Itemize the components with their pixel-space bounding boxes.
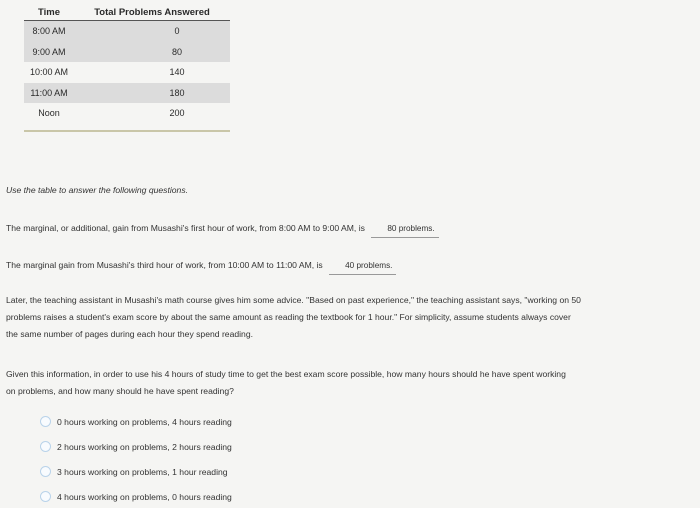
table-row [24,62,230,83]
question-2-answer[interactable]: 40 problems. [329,257,396,275]
question-line: Given this information, in order to use his 4 hours of study time to get the best exam score possible, how many hours should he have spent working [6,369,566,379]
radio-button[interactable] [40,416,51,427]
table-row [24,83,230,104]
question-line: on problems, and how many should he have spent reading? [6,386,234,396]
advice-line: problems raises a student's exam score by about the same amount as reading the textbook for 1 hour." For simplicity, assume students always cover [6,312,571,322]
option-3-hours-problems[interactable] [40,459,232,484]
question-1-text: The marginal, or additional, gain from Musashi's first hour of work, from 8:00 AM to 9:00 AM, is [6,223,365,233]
header-total-problems: Total Problems Answered [94,6,210,18]
cell-value: 200 [169,108,185,119]
cell-value: 180 [169,87,185,98]
option-label: 0 hours working on problems, 4 hours reading [57,416,232,427]
instructions: Use the table to answer the following questions. [6,185,189,195]
question-2 [6,257,396,275]
answer-options [40,409,232,508]
problems-table [24,4,230,132]
cell-time: 8:00 AM [32,26,66,37]
cell-time: 9:00 AM [32,46,66,57]
advice-line: Later, the teaching assistant in Musashi's math course gives him some advice. "Based on past experience," the teaching assistant says, "working on 50 [6,295,581,305]
table-footer-rule [24,124,230,132]
radio-button[interactable] [40,466,51,477]
option-label: 3 hours working on problems, 1 hour reading [57,466,228,477]
option-label: 2 hours working on problems, 2 hours reading [57,441,232,452]
cell-value: 80 [171,46,182,57]
table-row [24,21,230,42]
radio-button[interactable] [40,441,51,452]
option-0-hours-problems[interactable] [40,409,232,434]
cell-value: 0 [174,26,180,37]
advice-paragraph [6,292,700,343]
cell-time: Noon [38,108,60,119]
radio-button[interactable] [40,491,51,502]
question-1-answer[interactable]: 80 problems. [371,220,438,238]
main-question [6,366,700,400]
header-time: Time [37,6,60,18]
table-row [24,42,230,63]
cell-time: 10:00 AM [29,67,69,78]
cell-value: 140 [169,67,185,78]
table-header [24,4,230,21]
table-row [24,103,230,124]
option-4-hours-problems[interactable] [40,484,232,508]
question-2-text: The marginal gain from Musashi's third hour of work, from 10:00 AM to 11:00 AM, is [6,260,323,270]
option-2-hours-problems[interactable] [40,434,232,459]
question-1 [6,220,439,238]
cell-time: 11:00 AM [30,87,68,98]
advice-line: the same number of pages during each hour they spend reading. [6,329,253,339]
option-label: 4 hours working on problems, 0 hours reading [57,491,232,502]
